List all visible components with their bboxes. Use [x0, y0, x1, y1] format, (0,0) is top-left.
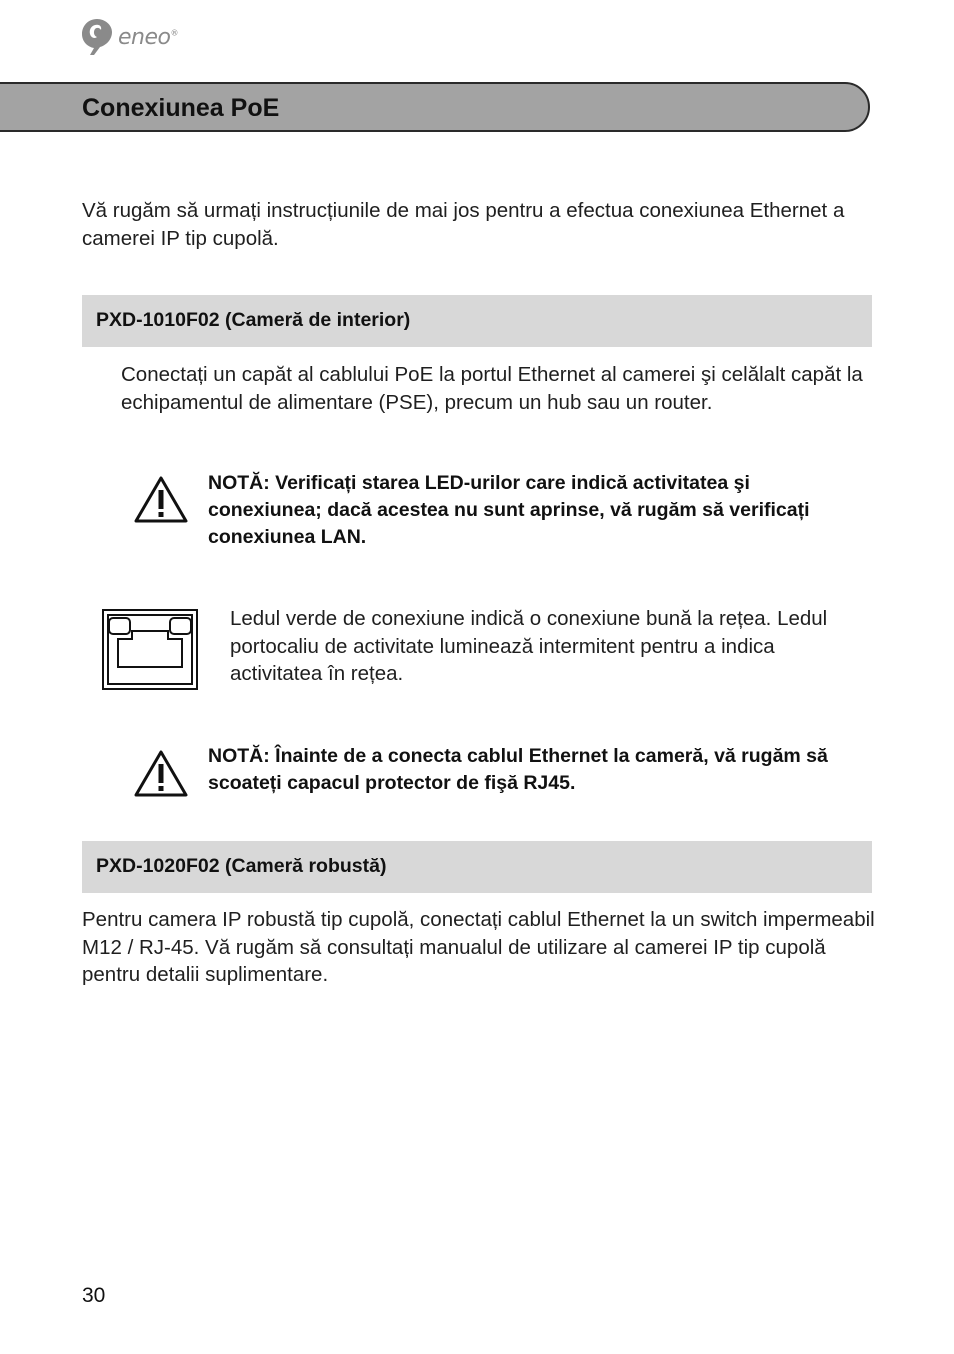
page-number: 30 [82, 1284, 106, 1307]
intro-paragraph: Vă rugăm să urmați instrucțiunile de mai jos pentru a efectua conexiunea Ethernet a camerei IP tip cupolă. [82, 199, 845, 250]
brand-logo [80, 16, 178, 58]
page-title: Conexiunea PoE [82, 94, 280, 122]
section-heading-rugged: PXD-1020F02 (Cameră robustă) [96, 855, 387, 877]
rugged-instructions: Pentru camera IP robustă tip cupolă, conectați cablul Ethernet la un switch impermeabil M12 / RJ-45. Vă rugăm să consultați manualul de utilizare al camerei IP tip cupolă pentru detalii suplimentare. [82, 908, 875, 986]
warning-triangle-icon [134, 749, 188, 797]
section-heading-indoor: PXD-1010F02 (Cameră de interior) [96, 309, 411, 331]
logo-text: eneo® [118, 24, 178, 50]
section-heading-bar-rugged [82, 841, 872, 893]
note-remove-cap: NOTĂ: Înainte de a conecta cablul Ethernet la cameră, vă rugăm să scoateți capacul protector de fişă RJ45. [208, 745, 828, 794]
eneo-logo-icon [80, 17, 114, 57]
warning-triangle-icon [134, 475, 188, 523]
rj45-port-icon [102, 609, 198, 690]
indoor-instructions: Conectați un capăt al cablului PoE la portul Ethernet al camerei şi celălalt capăt la echipamentul de alimentare (PSE), precum un hub sau un router. [121, 363, 863, 414]
section-heading-bar-indoor [82, 295, 872, 347]
note-led-check: NOTĂ: Verificați starea LED-urilor care indică activitatea şi conexiunea; dacă acestea nu sunt aprinse, vă rugăm să verificați conexiunea LAN. [208, 472, 810, 548]
led-description: Ledul verde de conexiune indică o conexiune bună la rețea. Ledul portocaliu de activitate luminează intermitent pentru a indica activitatea în rețea. [230, 607, 828, 685]
